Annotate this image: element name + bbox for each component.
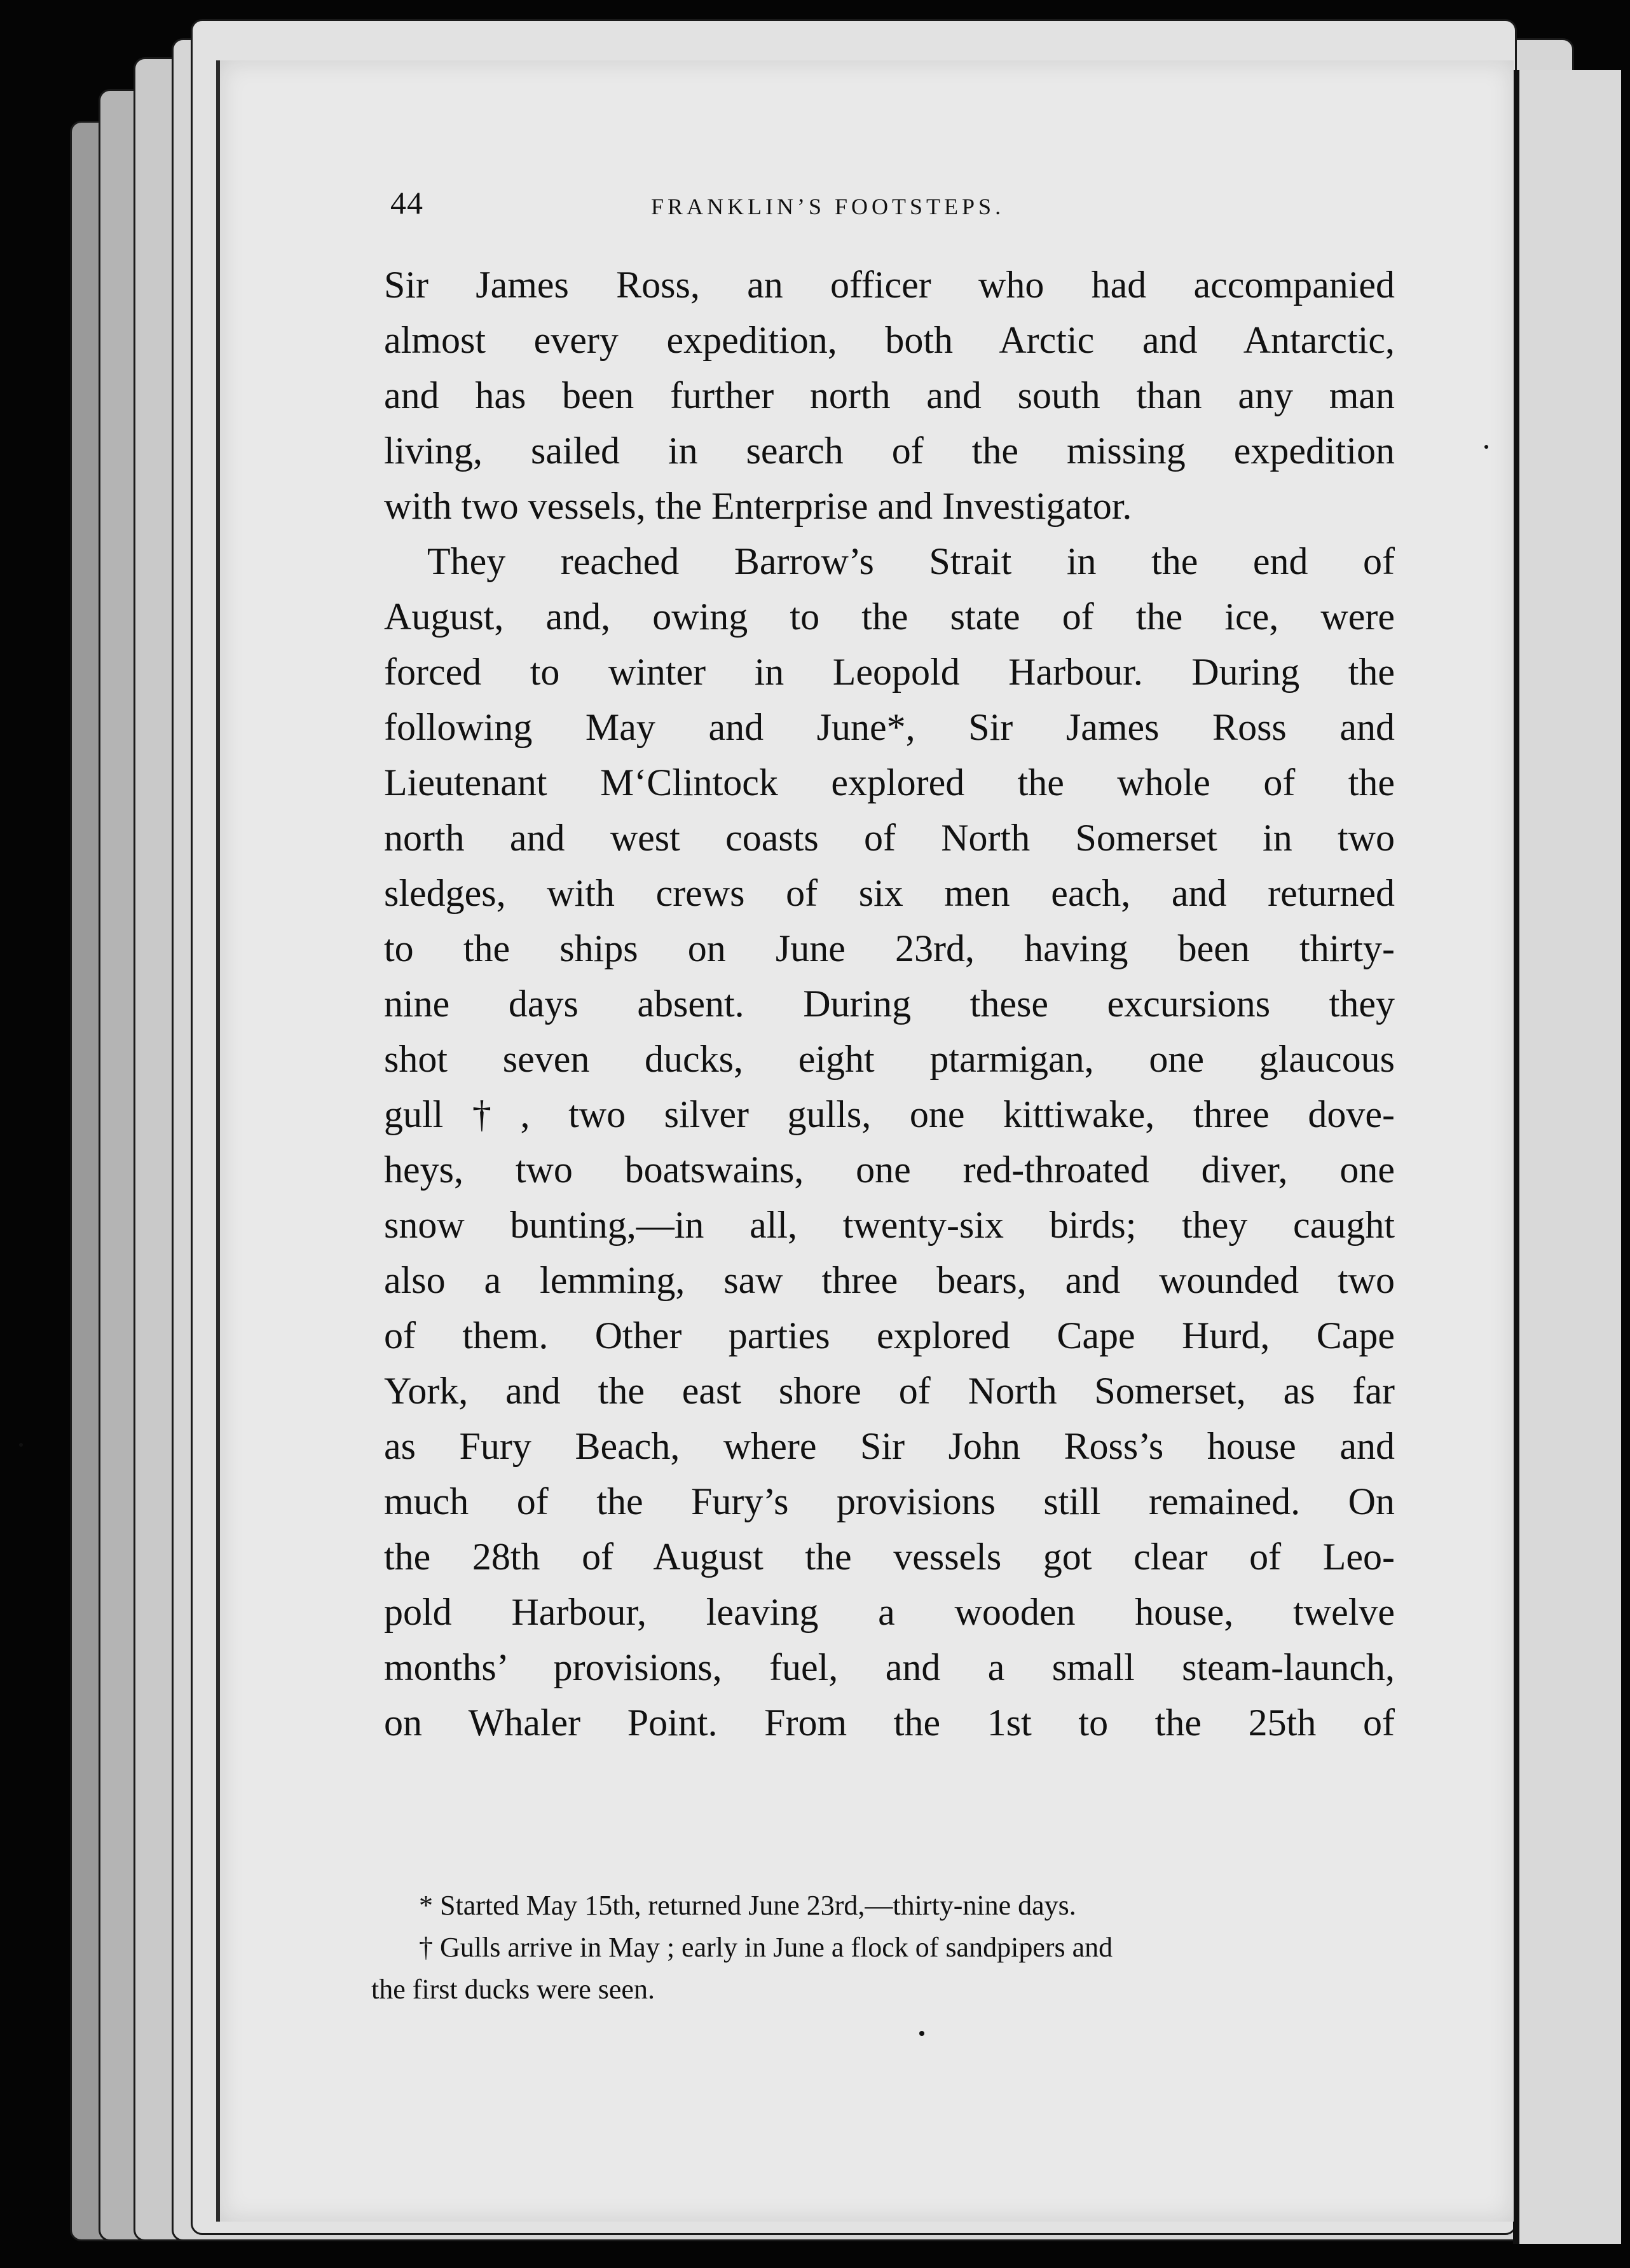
page-number: 44 [390, 185, 423, 221]
text-line: with two vessels, the Enterprise and Investigator. [384, 485, 1132, 527]
text-line: Sir James Ross, an officer who had accompanied [384, 264, 1395, 306]
text-line: gull†, two silver gulls, one kittiwake, three dove- [384, 1093, 1395, 1135]
text-line: months’ provisions, fuel, and a small steam-launch, [384, 1646, 1395, 1688]
text-line: following May and June*, Sir James Ross and [384, 706, 1395, 748]
text-line: pold Harbour, leaving a wooden house, twelve [384, 1591, 1395, 1633]
footnote-2: † Gulls arrive in May ; early in June a flock of sandpipers and [419, 1932, 1113, 1963]
text-line: as Fury Beach, where Sir John Ross’s house and [384, 1425, 1395, 1467]
footnote-1: * Started May 15th, returned June 23rd,—thirty-nine days. [419, 1890, 1076, 1921]
text-line: They reached Barrow’s Strait in the end of [427, 540, 1395, 582]
facing-page-edge [1513, 70, 1621, 2244]
footnotes [371, 1885, 1395, 2011]
text-line: Lieutenant M‘Clintock explored the whole of the [384, 762, 1395, 803]
dust-speck [1484, 445, 1488, 449]
body-text [384, 257, 1395, 1751]
text-line: almost every expedition, both Arctic and Antarctic, [384, 319, 1395, 361]
page-header [390, 184, 1318, 235]
text-line: much of the Fury’s provisions still remained. On [384, 1480, 1395, 1522]
text-line: of them. Other parties explored Cape Hurd, Cape [384, 1315, 1395, 1356]
text-line: on Whaler Point. From the 1st to the 25th of [384, 1702, 1395, 1744]
text-line: and has been further north and south than any man [384, 374, 1395, 416]
text-line: York, and the east shore of North Somerset, as far [384, 1370, 1395, 1412]
text-line: the 28th of August the vessels got clear of Leo- [384, 1536, 1395, 1578]
text-line: to the ships on June 23rd, having been thirty- [384, 927, 1395, 969]
text-line: north and west coasts of North Somerset in two [384, 817, 1395, 859]
text-line: sledges, with crews of six men each, and returned [384, 872, 1395, 914]
running-title: FRANKLIN’S FOOTSTEPS. [651, 194, 1005, 219]
text-line: August, and, owing to the state of the ice, were [384, 596, 1395, 638]
footnote-2-continued: the first ducks were seen. [371, 1974, 655, 2005]
text-line: shot seven ducks, eight ptarmigan, one glaucous [384, 1038, 1395, 1080]
text-line: snow bunting,—in all, twenty-six birds; they caught [384, 1204, 1395, 1246]
text-line: forced to winter in Leopold Harbour. During the [384, 651, 1395, 693]
text-line: also a lemming, saw three bears, and wounded two [384, 1259, 1395, 1301]
dust-speck [19, 1443, 23, 1447]
text-line: nine days absent. During these excursions they [384, 983, 1395, 1025]
text-line: heys, two boatswains, one red-throated diver, one [384, 1149, 1395, 1191]
text-line: living, sailed in search of the missing expedition [384, 430, 1395, 472]
dust-speck [919, 2031, 924, 2036]
book-page [216, 60, 1514, 2222]
